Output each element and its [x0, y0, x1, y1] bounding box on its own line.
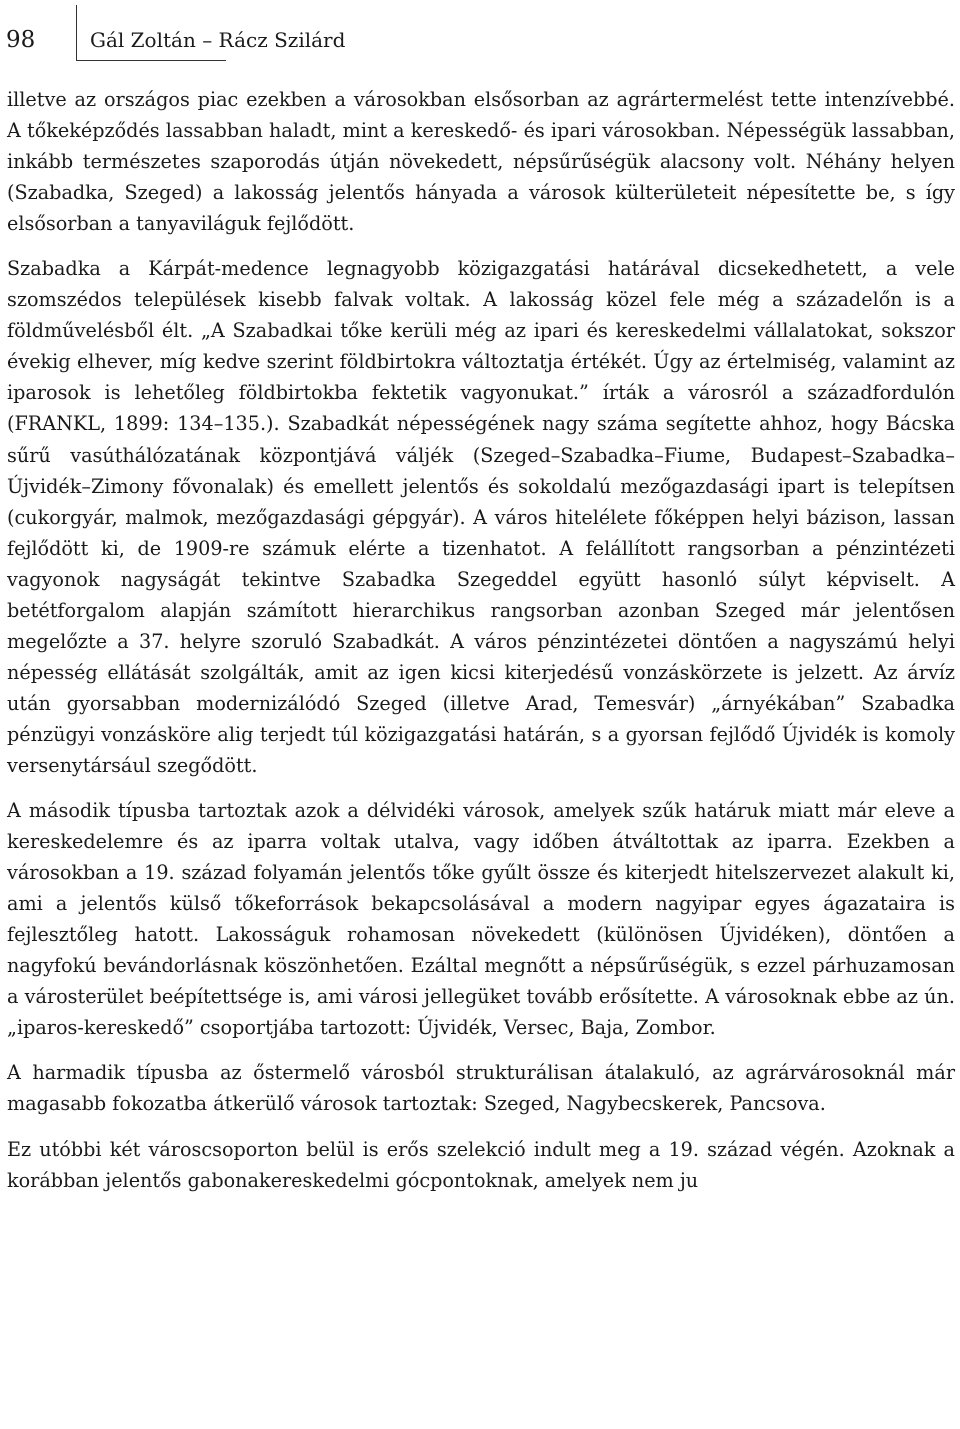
page-number: 98 [6, 27, 36, 53]
paragraph-1: illetve az országos piac ezekben a városokban elsősorban az agrártermelést tette intenzívebbé. A tőkeképződés lassabban haladt, mint a kereskedő- és ipari városokban. Népességük lassabban, inkább természetes szaporodás útján növekedett, népsűrűségük alacsony volt. Néhány helyen (Szabadka, Szeged) a lakosság jelentős hányada a városok külterületeit népesítette be, s így elsősorban a tanyaviláguk fejlődött. [7, 88, 955, 236]
paragraph-4: A harmadik típusba az őstermelő városból strukturálisan átalakuló, az agrárvárosoknál már magasabb fokozatba átkerülő városok tartoztak: Szeged, Nagybecskerek, Pancsova. [7, 1061, 955, 1116]
header-vertical-rule [76, 5, 77, 61]
body-text [7, 84, 955, 1196]
paragraph-5: Ez utóbbi két városcsoporton belül is erős szelekció indult meg a 19. század végén. Azoknak a korábban jelentős gabonakereskedelmi gócpontoknak, amelyek nem ju [7, 1137, 955, 1192]
paragraph-2: Szabadka a Kárpát-medence legnagyobb közigazgatási határával dicsekedhetett, a vele szomszédos települések kisebb falvak voltak. A lakosság közel fele még a századelőn is a földművelésből élt. „A Szabadkai tőke kerüli még az ipari és kereskedelmi vállalatokat, sokszor évekig elhever, míg kedve szerint földbirtokra változtatja értékét. Úgy az értelmiség, valamint az iparosok is lehetőleg földbirtokba fektetik vagyonukat.” írták a városról a századfordulón (FRANKL, 1899: 134–135.). Szabadkát népességének nagy száma segítette ahhoz, hogy Bácska sűrű vasúthálózatának központjává váljék (Szeged–Szabadka–Fiume, Budapest–Szabadka–Újvidék–Zimony fővonalak) és emellett jelentős és sokoldalú mezőgazdasági ipart is telepítsen (cukorgyár, malmok, mezőgazdasági gépgyár). A város hitelélete főképpen helyi bázison, lassan fejlődött ki, de 1909-re számuk elérte a tizenhatot. A felállított rangsorban a pénzintézeti vagyonok nagyságát tekintve Szabadka Szegeddel együtt hasonló súlyt képviselt. A betétforgalom alapján számított hierarchikus rangsorban azonban Szeged már jelentősen megelőzte a 37. helyre szoruló Szabadkát. A város pénzintézetei döntően a nagyszámú helyi népesség ellátását szolgálták, amit az igen kicsi kiterjedésű vonzáskörzete is jelzett. Az árvíz után gyorsabban modernizálódó Szeged (illetve Arad, Temesvár) „árnyékában” Szabadka pénzügyi vonzásköre alig terjedt túl közigazgatási határán, s a gyorsan fejlődő Újvidék is komoly versenytársául szegődött. [7, 257, 955, 777]
paragraph-3: A második típusba tartoztak azok a délvidéki városok, amelyek szűk határuk miatt már eleve a kereskedelemre és az iparra voltak utalva, vagy időben átváltottak az iparra. Ezekben a városokban a 19. század folyamán jelentős tőke gyűlt össze és kiterjedt hitelszervezet alakult ki, ami a jelentős külső tőkeforrások bekapcsolásával a modern nagyipar egyes ágazataira is fejlesztőleg hatott. Lakosságuk rohamosan növekedett (különösen Újvidéken), döntően a nagyfokú bevándorlásnak köszönhetően. Ezáltal megnőtt a népsűrűségük, s ezzel párhuzamosan a városterület beépítettsége is, ami városi jellegüket tovább erősítette. A városoknak ebbe az ún. „iparos-kereskedő” csoportjába tartozott: Újvidék, Versec, Baja, Zombor. [7, 799, 955, 1040]
header-horizontal-rule [76, 60, 226, 61]
running-head-authors: Gál Zoltán – Rácz Szilárd [90, 28, 346, 52]
running-header [0, 0, 960, 62]
